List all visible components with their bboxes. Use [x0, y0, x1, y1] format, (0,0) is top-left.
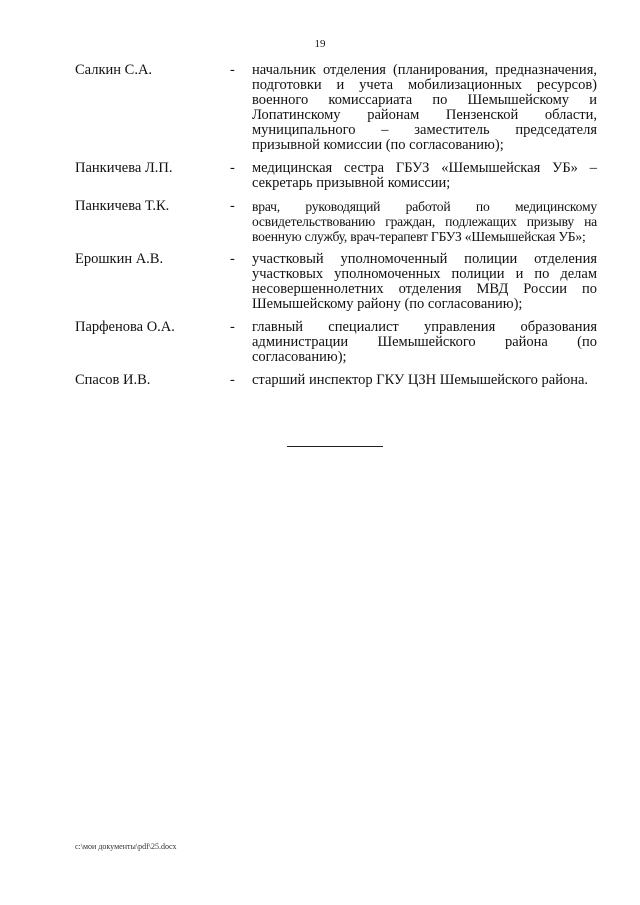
footer-file-path: c:\мои документы\pdf\25.docx: [75, 842, 177, 851]
end-divider: [287, 446, 383, 447]
member-row: [75, 63, 597, 153]
member-row: [75, 252, 597, 312]
member-position: медицинская сестра ГБУЗ «Шемышейская УБ» – секретарь призывной комиссии;: [252, 160, 597, 191]
member-name: Спасов И.В.: [75, 372, 151, 388]
member-dash: -: [230, 198, 235, 214]
member-row: [75, 320, 597, 365]
member-dash: -: [230, 372, 235, 388]
page-number: 19: [314, 38, 326, 50]
member-row: [75, 161, 597, 191]
member-row: [75, 373, 597, 388]
member-row: [75, 199, 597, 244]
member-dash: -: [230, 62, 235, 78]
member-name: Салкин С.А.: [75, 62, 153, 78]
member-name: Панкичева Т.К.: [75, 198, 170, 214]
member-position: главный специалист управления образования администрации Шемышейского района (по согласованию);: [252, 319, 597, 365]
member-position: врач, руководящий работой по медицинскому освидетельствованию граждан, подлежащих призыву на военную службу, врач-терапевт ГБУЗ «Шемышейская УБ»;: [252, 199, 597, 244]
member-position: участковый уполномоченный полиции отделения участковых уполномоченных полиции и по делам несовершеннолетних отделения МВД России по Шемышейскому району (по согласованию);: [252, 251, 597, 312]
member-name: Парфенова О.А.: [75, 319, 175, 335]
member-name: Ерошкин А.В.: [75, 251, 164, 267]
member-position: старший инспектор ГКУ ЦЗН Шемышейского района.: [252, 372, 589, 388]
member-dash: -: [230, 319, 235, 335]
member-dash: -: [230, 251, 235, 267]
member-name: Панкичева Л.П.: [75, 160, 173, 176]
member-dash: -: [230, 160, 235, 176]
members-list: [75, 63, 597, 396]
member-position: начальник отделения (планирования, предназначения, подготовки и учета мобилизационных ресурсов) военного комиссариата по Шемышейскому и Лопатинскому районам Пензенской области, муниципального – заместитель председателя призывной комиссии (по согласованию);: [252, 62, 597, 153]
